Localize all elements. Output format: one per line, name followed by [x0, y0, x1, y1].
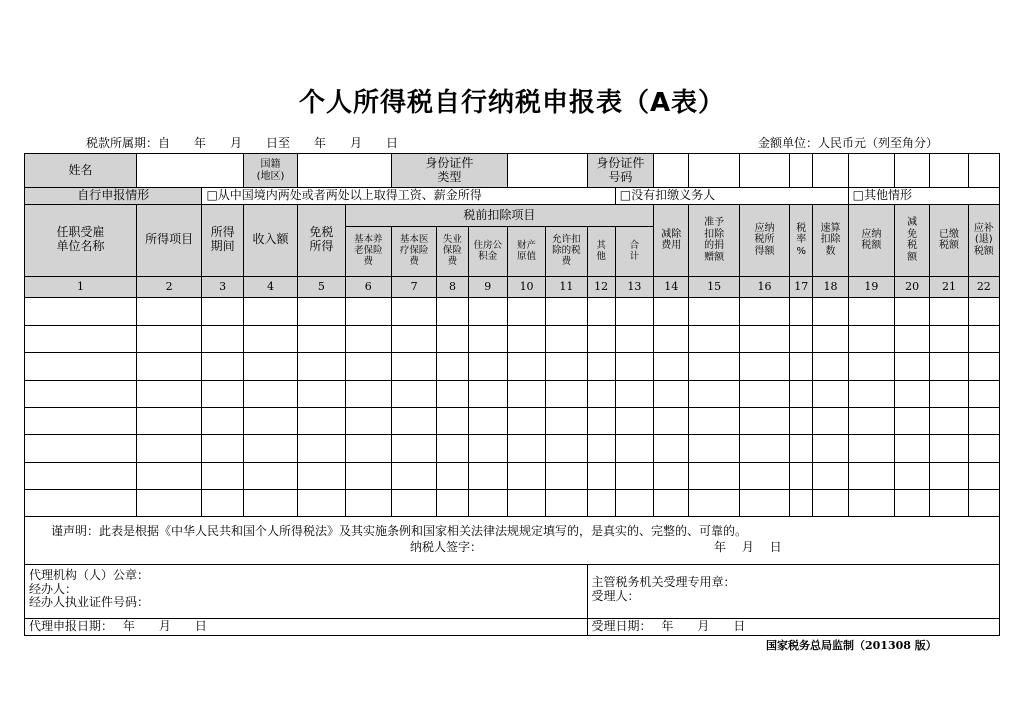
- data-cell[interactable]: [615, 462, 653, 489]
- data-cell[interactable]: [587, 435, 615, 462]
- nationality-field[interactable]: [298, 154, 392, 188]
- data-cell[interactable]: [813, 380, 848, 407]
- data-cell[interactable]: [930, 435, 968, 462]
- data-cell[interactable]: [391, 298, 436, 325]
- data-cell[interactable]: [468, 407, 507, 434]
- data-cell[interactable]: [507, 462, 545, 489]
- data-cell[interactable]: [345, 462, 391, 489]
- data-cell[interactable]: [654, 298, 689, 325]
- currency-unit: 金额单位：人民币元（列至角分）: [758, 136, 939, 150]
- declaration-cell: [25, 517, 1000, 564]
- tax-authority-seal-label: 主管税务机关受理专用章：: [591, 574, 736, 589]
- data-cell[interactable]: [546, 298, 587, 325]
- nationality-label: 国籍 (地区): [243, 154, 297, 188]
- data-cell[interactable]: [848, 407, 894, 434]
- data-cell[interactable]: [615, 380, 653, 407]
- data-cell[interactable]: [345, 407, 391, 434]
- column-number: 5: [298, 276, 345, 298]
- col-subtotal: 合 计: [615, 227, 653, 277]
- data-cell[interactable]: [654, 353, 689, 380]
- data-cell[interactable]: [968, 380, 999, 407]
- data-cell[interactable]: [345, 353, 391, 380]
- data-cell[interactable]: [587, 489, 615, 516]
- data-cell[interactable]: [468, 462, 507, 489]
- column-number: 19: [848, 276, 894, 298]
- data-cell[interactable]: [739, 489, 789, 516]
- id-number-digit[interactable]: [848, 154, 894, 188]
- data-cell[interactable]: [587, 325, 615, 352]
- id-number-digit[interactable]: [930, 154, 968, 188]
- data-cell[interactable]: [437, 435, 468, 462]
- column-number: 1: [25, 276, 137, 298]
- declaration-text: 谨声明：此表是根据《中华人民共和国个人所得税法》及其实施条例和国家相关法律法规规定填写的，是真实的、完整的、可靠的。: [51, 524, 748, 539]
- data-cell[interactable]: [848, 435, 894, 462]
- data-cell[interactable]: [136, 435, 202, 462]
- data-cell[interactable]: [136, 462, 202, 489]
- data-cell[interactable]: [895, 489, 930, 516]
- agent-row: [25, 564, 1000, 619]
- data-cell[interactable]: [790, 353, 813, 380]
- data-cell[interactable]: [391, 407, 436, 434]
- data-cell[interactable]: [345, 298, 391, 325]
- data-cell[interactable]: [546, 462, 587, 489]
- data-cell[interactable]: [848, 325, 894, 352]
- data-cell[interactable]: [391, 435, 436, 462]
- col-tax-paid: 已缴 税额: [930, 204, 968, 276]
- data-cell[interactable]: [813, 353, 848, 380]
- data-cell[interactable]: [739, 462, 789, 489]
- data-cell[interactable]: [25, 298, 137, 325]
- data-cell[interactable]: [437, 325, 468, 352]
- data-cell[interactable]: [391, 462, 436, 489]
- column-number: 13: [615, 276, 653, 298]
- data-cell[interactable]: [615, 353, 653, 380]
- data-row: [25, 489, 1000, 516]
- col-donation-deduction: 准予 扣除 的捐 赠额: [689, 204, 739, 276]
- id-number-digit[interactable]: [968, 154, 999, 188]
- data-cell[interactable]: [298, 462, 345, 489]
- data-cell[interactable]: [546, 407, 587, 434]
- data-cell[interactable]: [507, 353, 545, 380]
- id-number-digit[interactable]: [895, 154, 930, 188]
- column-number: 16: [739, 276, 789, 298]
- declaration-row: [25, 517, 1000, 564]
- data-cell[interactable]: [848, 462, 894, 489]
- form-title: 个人所得税自行纳税申报表（A表）: [298, 88, 726, 118]
- data-cell[interactable]: [391, 325, 436, 352]
- data-cell[interactable]: [895, 407, 930, 434]
- data-cell[interactable]: [25, 462, 137, 489]
- col-tax-payable: 应纳 税额: [848, 204, 894, 276]
- data-cell[interactable]: [136, 407, 202, 434]
- data-row: [25, 380, 1000, 407]
- data-cell[interactable]: [689, 325, 739, 352]
- data-cell[interactable]: [689, 380, 739, 407]
- data-cell[interactable]: [790, 380, 813, 407]
- column-number: 15: [689, 276, 739, 298]
- data-cell[interactable]: [391, 353, 436, 380]
- col-medical-insurance: 基本医 疗保险 费: [391, 227, 436, 277]
- column-number: 14: [654, 276, 689, 298]
- data-row: [25, 298, 1000, 325]
- data-cell[interactable]: [813, 489, 848, 516]
- data-cell[interactable]: [930, 298, 968, 325]
- data-cell[interactable]: [202, 435, 243, 462]
- data-cell[interactable]: [654, 380, 689, 407]
- id-number-digit[interactable]: [739, 154, 789, 188]
- data-cell[interactable]: [689, 298, 739, 325]
- data-cell[interactable]: [813, 435, 848, 462]
- data-cell[interactable]: [546, 353, 587, 380]
- data-cell[interactable]: [790, 435, 813, 462]
- col-pension-insurance: 基本养 老保险 费: [345, 227, 391, 277]
- data-cell[interactable]: [25, 380, 137, 407]
- data-cell[interactable]: [25, 353, 137, 380]
- column-number: 17: [790, 276, 813, 298]
- column-number: 10: [507, 276, 545, 298]
- column-number: 20: [895, 276, 930, 298]
- data-cell[interactable]: [243, 380, 297, 407]
- data-cell[interactable]: [615, 298, 653, 325]
- data-cell[interactable]: [739, 435, 789, 462]
- data-cell[interactable]: [930, 325, 968, 352]
- data-cell[interactable]: [202, 462, 243, 489]
- data-cell[interactable]: [468, 325, 507, 352]
- col-income-period: 所得 期间: [202, 204, 243, 276]
- data-cell[interactable]: [968, 435, 999, 462]
- data-cell[interactable]: [930, 380, 968, 407]
- id-type-label: 身份证件 类型: [391, 154, 507, 188]
- data-cell[interactable]: [507, 298, 545, 325]
- data-cell[interactable]: [895, 298, 930, 325]
- col-income-item: 所得项目: [136, 204, 202, 276]
- agent-cell: [25, 564, 588, 619]
- col-taxable-income: 应纳 税所 得额: [739, 204, 789, 276]
- data-cell[interactable]: [689, 435, 739, 462]
- issuer-footer: 国家税务总局监制（201308 版）: [766, 639, 937, 652]
- data-cell[interactable]: [615, 325, 653, 352]
- acceptance-date[interactable]: 受理日期： 年 月 日: [587, 619, 999, 636]
- data-cell[interactable]: [546, 325, 587, 352]
- data-cell[interactable]: [468, 489, 507, 516]
- data-cell[interactable]: [654, 435, 689, 462]
- data-cell[interactable]: [654, 407, 689, 434]
- data-cell[interactable]: [689, 353, 739, 380]
- tax-authority-cell: [587, 564, 999, 619]
- data-cell[interactable]: [895, 380, 930, 407]
- data-cell[interactable]: [202, 325, 243, 352]
- filing-option-other[interactable]: □其他情形: [848, 188, 999, 205]
- data-cell[interactable]: [790, 407, 813, 434]
- data-cell[interactable]: [202, 380, 243, 407]
- data-cell[interactable]: [848, 380, 894, 407]
- data-cell[interactable]: [790, 298, 813, 325]
- data-cell[interactable]: [298, 325, 345, 352]
- data-row: [25, 325, 1000, 352]
- data-cell[interactable]: [437, 489, 468, 516]
- data-cell[interactable]: [136, 489, 202, 516]
- col-allowable-taxes: 允许扣 除的税 费: [546, 227, 587, 277]
- data-cell[interactable]: [930, 489, 968, 516]
- data-cell[interactable]: [25, 435, 137, 462]
- data-cell[interactable]: [507, 380, 545, 407]
- data-cell[interactable]: [437, 380, 468, 407]
- column-number: 2: [136, 276, 202, 298]
- agent-filing-date[interactable]: 代理申报日期： 年 月 日: [25, 619, 588, 636]
- data-cell[interactable]: [298, 380, 345, 407]
- data-cell[interactable]: [468, 435, 507, 462]
- signature-label: 纳税人签字：: [410, 540, 483, 555]
- col-housing-fund: 住房公 积金: [468, 227, 507, 277]
- column-number: 3: [202, 276, 243, 298]
- data-cell[interactable]: [587, 462, 615, 489]
- data-cell[interactable]: [689, 489, 739, 516]
- data-cell[interactable]: [437, 298, 468, 325]
- id-number-digit[interactable]: [654, 154, 689, 188]
- col-group-pre-tax-deductions: 税前扣除项目: [345, 204, 654, 227]
- id-number-digit[interactable]: [813, 154, 848, 188]
- data-cell[interactable]: [615, 489, 653, 516]
- agent-seal-label: 代理机构（人）公章：: [29, 567, 150, 582]
- data-cell[interactable]: [968, 407, 999, 434]
- col-quick-deduction: 速算 扣除 数: [813, 204, 848, 276]
- data-cell[interactable]: [895, 325, 930, 352]
- column-number: 21: [930, 276, 968, 298]
- data-row: [25, 435, 1000, 462]
- data-cell[interactable]: [930, 353, 968, 380]
- data-cell[interactable]: [136, 298, 202, 325]
- data-row: [25, 407, 1000, 434]
- data-cell[interactable]: [298, 298, 345, 325]
- name-label: 姓名: [25, 154, 137, 188]
- col-property-original-value: 财产 原值: [507, 227, 545, 277]
- data-cell[interactable]: [813, 407, 848, 434]
- id-type-field[interactable]: [507, 154, 587, 188]
- id-number-digit[interactable]: [689, 154, 739, 188]
- data-cell[interactable]: [689, 462, 739, 489]
- data-cell[interactable]: [848, 298, 894, 325]
- col-unemployment-insurance: 失业 保险 费: [437, 227, 468, 277]
- data-cell[interactable]: [136, 380, 202, 407]
- data-cell[interactable]: [391, 489, 436, 516]
- filing-situation-row: [25, 188, 1000, 205]
- data-cell[interactable]: [202, 353, 243, 380]
- id-number-digit[interactable]: [790, 154, 813, 188]
- data-cell[interactable]: [790, 325, 813, 352]
- declaration-date: 年 月 日: [714, 540, 788, 555]
- data-cell[interactable]: [930, 407, 968, 434]
- date-row: [25, 619, 1000, 636]
- column-number: 7: [391, 276, 436, 298]
- data-cell[interactable]: [243, 325, 297, 352]
- data-row: [25, 462, 1000, 489]
- data-cell[interactable]: [345, 435, 391, 462]
- data-cell[interactable]: [689, 407, 739, 434]
- data-cell[interactable]: [968, 462, 999, 489]
- data-cell[interactable]: [813, 462, 848, 489]
- data-cell[interactable]: [468, 353, 507, 380]
- data-cell[interactable]: [968, 325, 999, 352]
- data-cell[interactable]: [507, 435, 545, 462]
- col-tax-relief: 减 免 税 额: [895, 204, 930, 276]
- data-cell[interactable]: [587, 298, 615, 325]
- data-cell[interactable]: [136, 325, 202, 352]
- data-cell[interactable]: [615, 435, 653, 462]
- data-cell[interactable]: [243, 489, 297, 516]
- data-cell[interactable]: [298, 489, 345, 516]
- data-cell[interactable]: [507, 325, 545, 352]
- data-cell[interactable]: [848, 489, 894, 516]
- data-cell[interactable]: [468, 298, 507, 325]
- data-cell[interactable]: [202, 489, 243, 516]
- column-number-row: [25, 276, 1000, 298]
- col-tax-due-refund: 应补 (退) 税额: [968, 204, 999, 276]
- data-cell[interactable]: [895, 353, 930, 380]
- column-number: 12: [587, 276, 615, 298]
- data-cell[interactable]: [739, 380, 789, 407]
- data-row: [25, 353, 1000, 380]
- data-cell[interactable]: [202, 298, 243, 325]
- data-cell[interactable]: [345, 380, 391, 407]
- data-cell[interactable]: [968, 298, 999, 325]
- data-cell[interactable]: [790, 462, 813, 489]
- data-cell[interactable]: [243, 353, 297, 380]
- data-cell[interactable]: [930, 462, 968, 489]
- name-field[interactable]: [136, 154, 243, 188]
- data-cell[interactable]: [243, 435, 297, 462]
- personal-info-row: [25, 154, 1000, 188]
- column-number: 4: [243, 276, 297, 298]
- data-cell[interactable]: [345, 489, 391, 516]
- data-cell[interactable]: [848, 353, 894, 380]
- data-cell[interactable]: [468, 380, 507, 407]
- id-number-label: 身份证件 号码: [587, 154, 654, 188]
- col-income-amount: 收入额: [243, 204, 297, 276]
- data-cell[interactable]: [546, 489, 587, 516]
- filing-situation-label: 自行申报情形: [25, 188, 202, 205]
- data-cell[interactable]: [587, 380, 615, 407]
- col-tax-exempt-income: 免税 所得: [298, 204, 345, 276]
- agent-handler-label: 经办人：: [29, 581, 78, 596]
- agent-license-label: 经办人执业证件号码：: [29, 595, 150, 610]
- data-cell[interactable]: [298, 435, 345, 462]
- data-cell[interactable]: [437, 407, 468, 434]
- data-cell[interactable]: [739, 325, 789, 352]
- data-cell[interactable]: [739, 407, 789, 434]
- tax-return-form-table: [24, 153, 1000, 636]
- tax-period-line: 税款所属期：自 年 月 日至 年 月 日: [86, 136, 399, 150]
- data-cell[interactable]: [507, 407, 545, 434]
- data-cell[interactable]: [202, 407, 243, 434]
- data-cell[interactable]: [654, 489, 689, 516]
- data-cell[interactable]: [546, 435, 587, 462]
- data-cell[interactable]: [654, 462, 689, 489]
- data-cell[interactable]: [739, 353, 789, 380]
- data-cell[interactable]: [136, 353, 202, 380]
- data-cell[interactable]: [391, 380, 436, 407]
- data-cell[interactable]: [895, 435, 930, 462]
- column-header-row-1: [25, 204, 1000, 227]
- data-cell[interactable]: [968, 353, 999, 380]
- data-cell[interactable]: [243, 298, 297, 325]
- col-employer-name: 任职受雇 单位名称: [25, 204, 137, 276]
- data-cell[interactable]: [507, 489, 545, 516]
- data-cell[interactable]: [25, 325, 137, 352]
- data-cell[interactable]: [298, 353, 345, 380]
- data-cell[interactable]: [587, 353, 615, 380]
- data-cell[interactable]: [298, 407, 345, 434]
- col-deduction-expense: 减除 费用: [654, 204, 689, 276]
- data-cell[interactable]: [813, 298, 848, 325]
- filing-option-no-withholder[interactable]: □没有扣缴义务人: [615, 188, 848, 205]
- data-cell[interactable]: [587, 407, 615, 434]
- column-number: 8: [437, 276, 468, 298]
- data-cell[interactable]: [546, 380, 587, 407]
- column-number: 6: [345, 276, 391, 298]
- data-cell[interactable]: [437, 462, 468, 489]
- filing-option-two-sources[interactable]: □从中国境内两处或者两处以上取得工资、薪金所得: [202, 188, 615, 205]
- data-cell[interactable]: [813, 325, 848, 352]
- data-cell[interactable]: [790, 489, 813, 516]
- data-cell[interactable]: [243, 407, 297, 434]
- data-cell[interactable]: [345, 325, 391, 352]
- data-cell[interactable]: [895, 462, 930, 489]
- data-cell[interactable]: [243, 462, 297, 489]
- data-cell[interactable]: [654, 325, 689, 352]
- data-cell[interactable]: [25, 489, 137, 516]
- column-number: 9: [468, 276, 507, 298]
- column-number: 18: [813, 276, 848, 298]
- data-cell[interactable]: [615, 407, 653, 434]
- data-cell[interactable]: [968, 489, 999, 516]
- column-number: 11: [546, 276, 587, 298]
- data-cell[interactable]: [739, 298, 789, 325]
- tax-authority-receiver-label: 受理人：: [591, 588, 640, 603]
- col-other: 其 他: [587, 227, 615, 277]
- data-cell[interactable]: [25, 407, 137, 434]
- col-tax-rate: 税 率 %: [790, 204, 813, 276]
- column-number: 22: [968, 276, 999, 298]
- data-cell[interactable]: [437, 353, 468, 380]
